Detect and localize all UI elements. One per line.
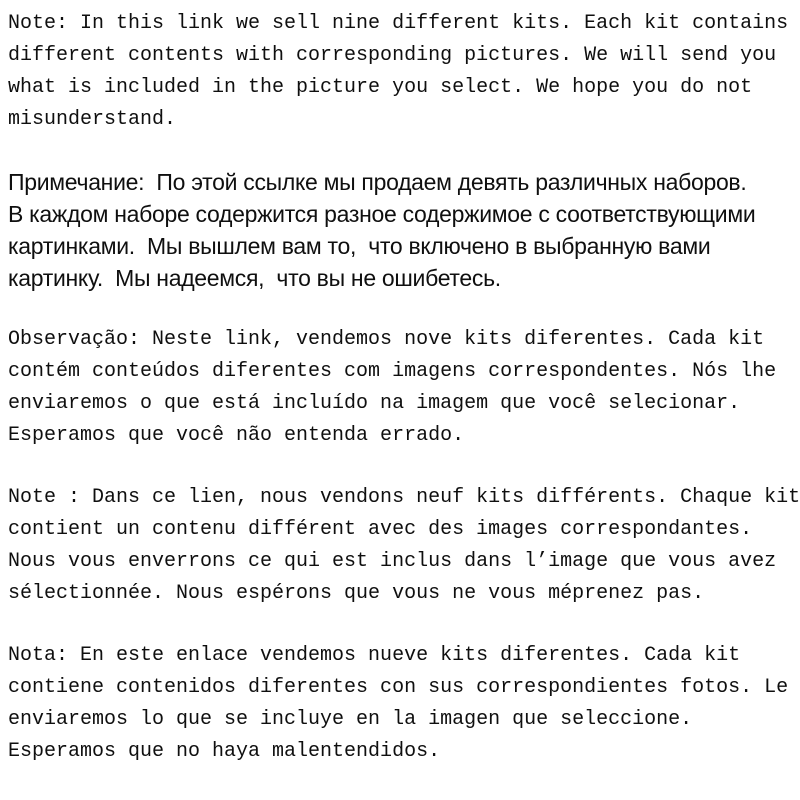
paragraph-russian bbox=[8, 166, 800, 294]
text-line: В каждом наборе содержится разное содержимое с соответствующими bbox=[8, 201, 756, 227]
paragraph-portuguese bbox=[8, 324, 800, 452]
paragraph-english bbox=[8, 8, 800, 136]
text-line: what is included in the picture you select. We hope you do not bbox=[8, 76, 753, 99]
text-line: Nota: En este enlace vendemos nueve kits diferentes. Cada kit bbox=[8, 644, 741, 667]
text-line: Esperamos que no haya malentendidos. bbox=[8, 740, 441, 763]
text-line: sélectionnée. Nous espérons que vous ne vous méprenez pas. bbox=[8, 582, 705, 605]
text-line: contient un contenu différent avec des images correspondantes. bbox=[8, 518, 753, 541]
paragraph-spanish bbox=[8, 640, 800, 768]
text-line: Observação: Neste link, vendemos nove kits diferentes. Cada kit bbox=[8, 328, 765, 351]
text-line: Nous vous enverrons ce qui est inclus dans l’image que vous avez bbox=[8, 550, 777, 573]
text-line: enviaremos o que está incluído na imagem que você selecionar. bbox=[8, 392, 741, 415]
text-line: картинку. Мы надеемся, что вы не ошибетесь. bbox=[8, 265, 501, 291]
text-line: enviaremos lo que se incluye en la imagen que seleccione. bbox=[8, 708, 693, 731]
paragraph-french bbox=[8, 482, 800, 610]
text-line: contém conteúdos diferentes com imagens correspondentes. Nós lhe bbox=[8, 360, 777, 383]
text-line: different contents with corresponding pictures. We will send you bbox=[8, 44, 777, 67]
text-line: картинками. Мы вышлем вам то, что включено в выбранную вами bbox=[8, 233, 711, 259]
text-line: Примечание: По этой ссылке мы продаем девять различных наборов. bbox=[8, 169, 747, 195]
text-line: misunderstand. bbox=[8, 108, 177, 131]
text-line: Note : Dans ce lien, nous vendons neuf kits différents. Chaque kit bbox=[8, 486, 800, 509]
text-line: Esperamos que você não entenda errado. bbox=[8, 424, 465, 447]
text-line: contiene contenidos diferentes con sus correspondientes fotos. Le bbox=[8, 676, 789, 699]
text-line: Note: In this link we sell nine different kits. Each kit contains bbox=[8, 12, 789, 35]
